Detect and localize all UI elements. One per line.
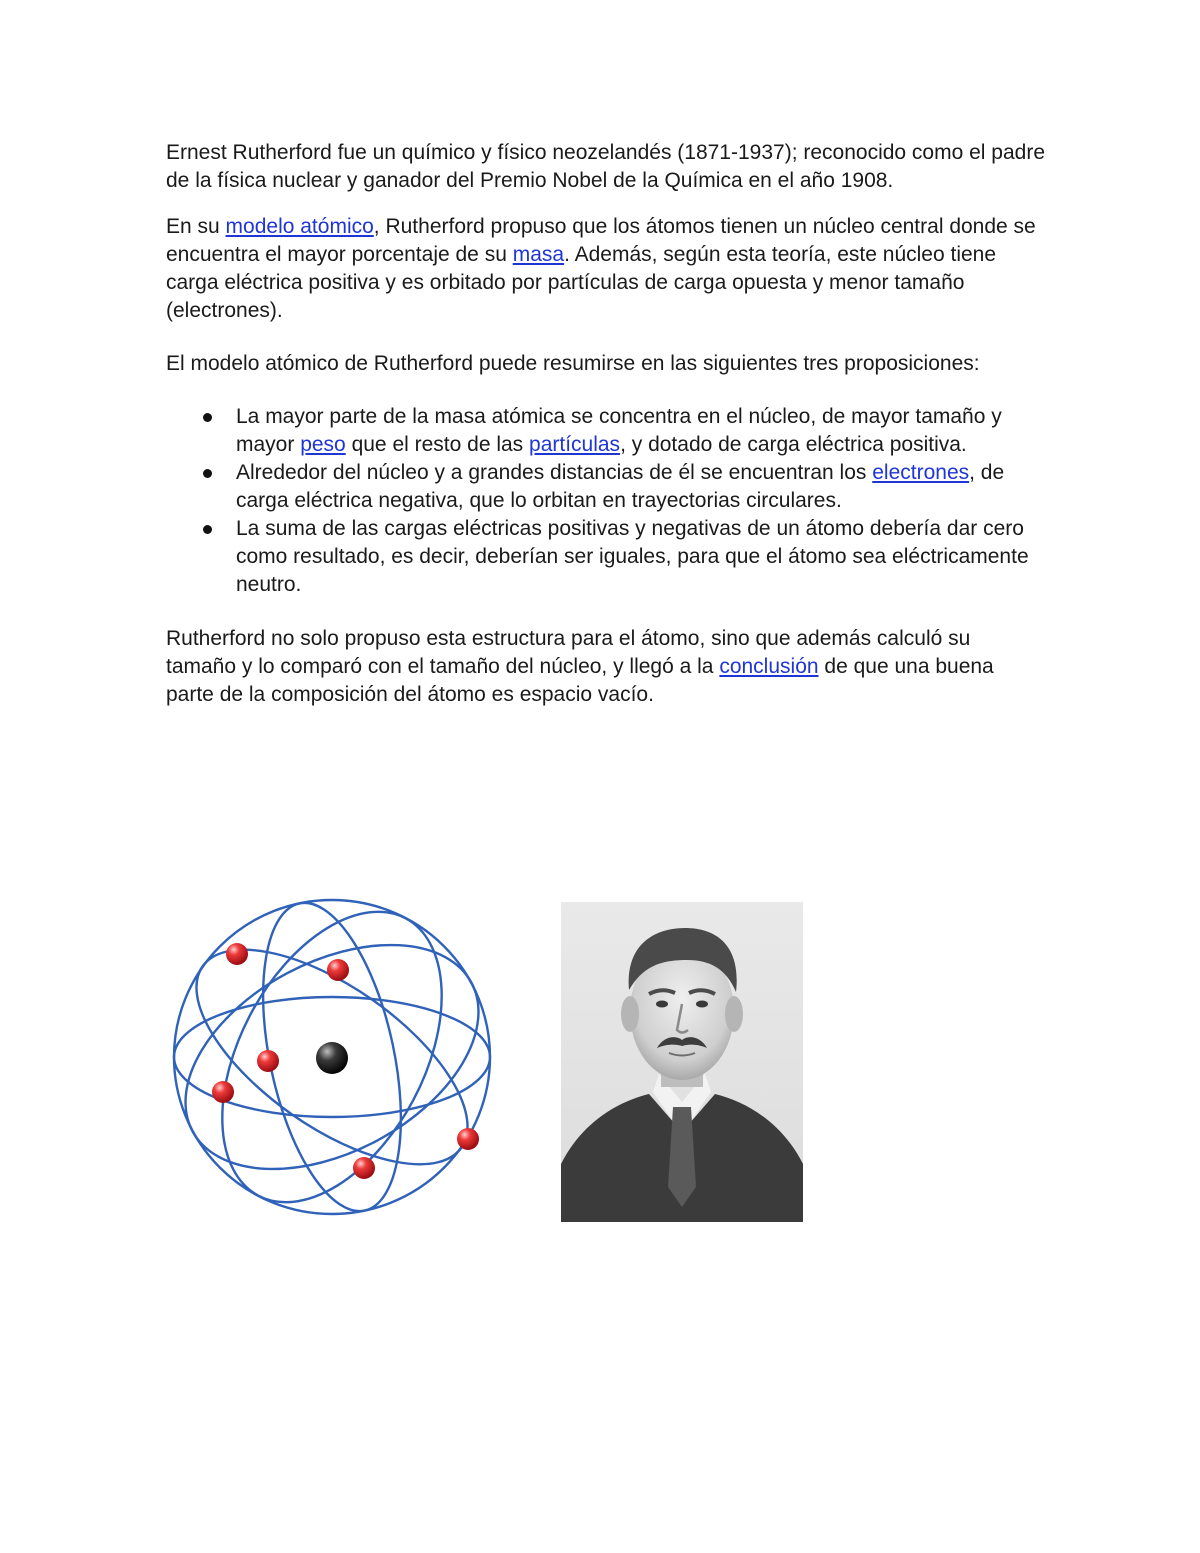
electron xyxy=(257,1050,279,1072)
propositions-list xyxy=(166,403,1046,599)
link-particulas[interactable]: partículas xyxy=(529,433,621,456)
electron xyxy=(353,1157,375,1179)
link-peso[interactable]: peso xyxy=(300,433,346,456)
eye-right xyxy=(696,1001,708,1008)
rutherford-portrait-photo xyxy=(561,902,803,1222)
ear-right xyxy=(725,996,743,1032)
link-electrones[interactable]: electrones xyxy=(872,461,970,484)
nucleus xyxy=(316,1042,348,1074)
eye-left xyxy=(656,1001,668,1008)
link-masa[interactable]: masa xyxy=(512,243,565,266)
electron xyxy=(327,959,349,981)
electron xyxy=(457,1128,479,1150)
electron xyxy=(226,943,248,965)
summary-intro-paragraph: El modelo atómico de Rutherford puede resumirse en las siguientes tres proposiciones: xyxy=(166,352,980,375)
electron xyxy=(212,1081,234,1103)
link-conclusion[interactable]: conclusión xyxy=(719,655,819,678)
conclusion-paragraph: Rutherford no solo propuso esta estructura para el átomo, sino que además calculó su tamaño y lo comparó con el tamaño del núcleo, y llegó a la conclusión de que una buena parte de la composición del átomo es espacio vacío. xyxy=(166,627,994,706)
intro-paragraph: Ernest Rutherford fue un químico y físico neozelandés (1871-1937); reconocido como el padre de la física nuclear y ganador del Premio Nobel de la Química en el año 1908. xyxy=(166,141,1046,192)
ear-left xyxy=(621,996,639,1032)
list-item: La suma de las cargas eléctricas positivas y negativas de un átomo debería dar cero como resultado, es decir, deberían ser iguales, para que el átomo sea eléctricamente neutro. xyxy=(236,515,1046,599)
list-item: La mayor parte de la masa atómica se concentra en el núcleo, de mayor tamaño y mayor peso que el resto de las partículas, y dotado de carga eléctrica positiva. xyxy=(236,403,1046,459)
tie xyxy=(668,1107,696,1207)
list-item: Alrededor del núcleo y a grandes distancias de él se encuentran los electrones, de carga eléctrica negativa, que lo orbitan en trayectorias circulares. xyxy=(236,459,1046,515)
link-modelo-atomico[interactable]: modelo atómico xyxy=(225,215,374,238)
document-body xyxy=(166,139,1046,709)
model-paragraph: En su modelo atómico, Rutherford propuso que los átomos tienen un núcleo central donde se encuentra el mayor porcentaje de su masa. Además, según esta teoría, este núcleo tiene carga eléctrica positiva y es orbitado por partículas de carga opuesta y menor tamaño (electrones). xyxy=(166,215,1036,322)
atom-model-illustration xyxy=(160,885,505,1230)
